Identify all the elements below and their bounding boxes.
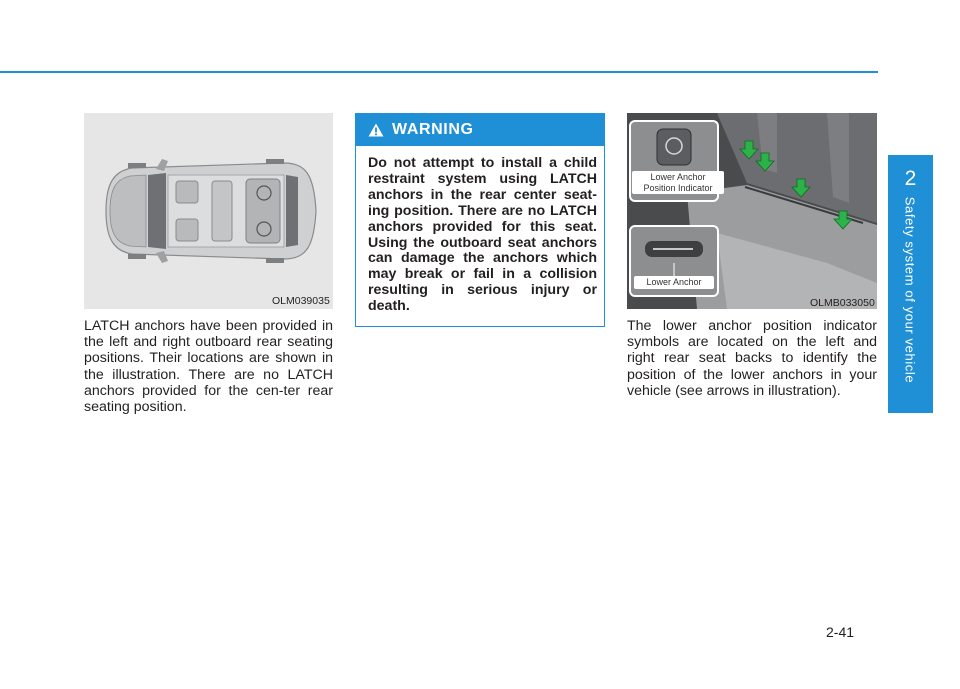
right-paragraph: The lower anchor position indicator symbols are located on the left and right rear seat backs to identify the position of the lower anchors in your vehicle (see arrows in illustration). [627, 318, 877, 399]
page-number: 2-41 [826, 624, 855, 640]
warning-title: WARNING [392, 121, 474, 138]
lower-anchor-indicator-label: Lower Anchor Position Indicator [632, 171, 724, 194]
chapter-title: Safety system of your vehicle [902, 196, 918, 384]
chapter-number: 2 [904, 167, 917, 190]
car-top-view-illustration [84, 113, 333, 309]
header-rule [0, 71, 878, 73]
car-top-view-drawing [84, 113, 333, 309]
warning-text: Do not attempt to install a child restraint system using LATCH anchors in the rear center seat-ing position. There are no LATCH anchors provided for this seat. Using the outboard seat anchors can damage the anchors which may break or fail in a collision resulting in serious injury or death. [368, 155, 597, 315]
right-figure-code: OLMB033050 [810, 297, 875, 309]
warning-header [356, 114, 604, 146]
left-paragraph: LATCH anchors have been provided in the left and right outboard rear seating positions. Their locations are shown in the illustration. There are no LATCH anchors provided for the cen-ter rear seating position. [84, 318, 333, 416]
chapter-side-tab [888, 155, 933, 413]
warning-box [355, 113, 605, 327]
lower-anchor-label: Lower Anchor [634, 276, 714, 289]
warning-icon [368, 123, 384, 137]
left-figure-code: OLM039035 [272, 295, 330, 307]
